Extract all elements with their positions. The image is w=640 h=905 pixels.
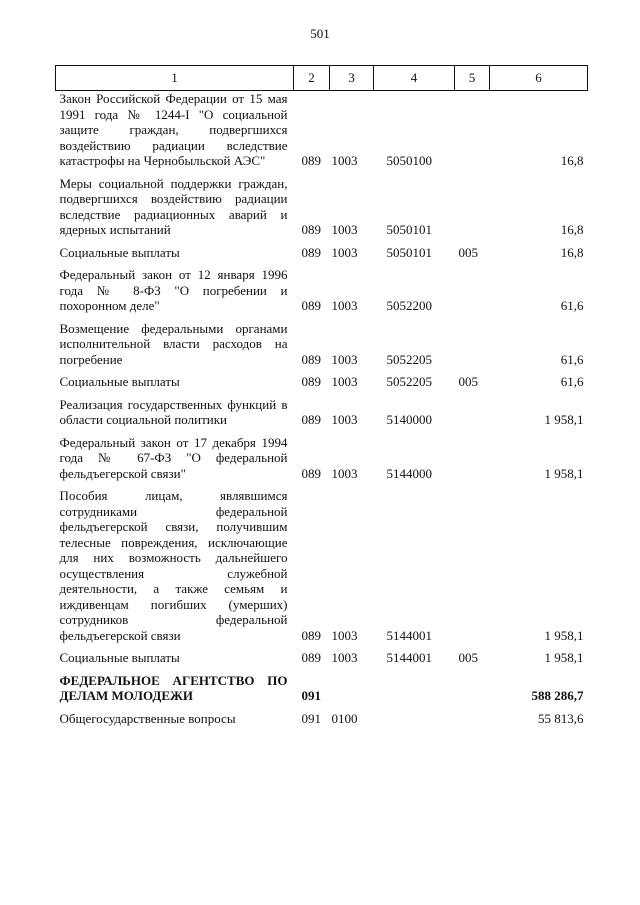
row-ministry-code: 089 xyxy=(301,465,321,481)
table-body xyxy=(56,91,588,734)
row-target-article-code: 5050100 xyxy=(386,153,432,168)
table-row xyxy=(56,321,588,375)
row-section-code xyxy=(330,673,374,711)
table-row xyxy=(56,374,588,397)
row-name: Возмещение федеральными органами исполнительной власти расходов на погребение xyxy=(59,320,288,367)
row-amount: 1 958,1 xyxy=(544,650,584,665)
row-section-code: 1003 xyxy=(331,412,358,427)
row-target-article-code: 5052205 xyxy=(386,351,432,367)
table-row xyxy=(56,91,588,176)
row-name: Реализация государственных функций в области социальной политики xyxy=(59,396,288,427)
row-name: Пособия лицам, являвшимся сотрудниками федеральной фельдъегерской связи, получившим телесные повреждения, исключающие для них возможность дальнейшего осуществления служебной деятельности, а также семьям и иждивенцам погибших (умерших) сотрудников федеральной фельдъегерской связи xyxy=(59,488,288,643)
row-section-code: 1003 xyxy=(331,222,358,237)
row-target-article-code: 5144001 xyxy=(386,627,432,643)
row-name: Общегосударственные вопросы xyxy=(59,710,236,726)
row-amount: 61,6 xyxy=(560,351,584,367)
row-expense-type-code xyxy=(455,673,490,711)
row-amount: 16,8 xyxy=(560,222,584,237)
table-row xyxy=(56,650,588,673)
row-section-code: 1003 xyxy=(331,351,358,367)
column-header-5: 5 xyxy=(455,66,490,91)
row-expense-type-code: 005 xyxy=(458,650,478,665)
table-row xyxy=(56,245,588,268)
table-row xyxy=(56,267,588,321)
row-amount: 1 958,1 xyxy=(544,465,584,481)
budget-table xyxy=(55,65,588,733)
row-target-article-code: 5140000 xyxy=(386,412,432,427)
row-expense-type-code xyxy=(455,321,490,375)
row-name: Социальные выплаты xyxy=(59,374,180,389)
row-name: Закон Российской Федерации от 15 мая 1991 года № 1244-I "О социальной защите граждан, подвергшихся воздействию радиации вследствие катастрофы на Чернобыльской АЭС" xyxy=(59,91,288,168)
table-row xyxy=(56,435,588,489)
row-expense-type-code: 005 xyxy=(458,374,478,389)
row-section-code: 1003 xyxy=(331,465,358,481)
row-amount: 16,8 xyxy=(560,244,584,260)
row-section-code: 1003 xyxy=(331,298,358,313)
table-header-row xyxy=(56,66,588,91)
row-target-article-code: 5144001 xyxy=(386,650,432,665)
row-expense-type-code xyxy=(455,488,490,650)
row-amount: 1 958,1 xyxy=(544,412,584,427)
row-amount: 1 958,1 xyxy=(544,627,584,643)
row-name: ФЕДЕРАЛЬНОЕ АГЕНТСТВО ПО ДЕЛАМ МОЛОДЕЖИ xyxy=(59,672,288,703)
row-amount: 588 286,7 xyxy=(531,688,584,703)
table-row xyxy=(56,397,588,435)
row-target-article-code: 5050101 xyxy=(386,244,432,260)
row-ministry-code: 089 xyxy=(301,374,321,389)
row-target-article-code: 5050101 xyxy=(386,222,432,237)
row-ministry-code: 089 xyxy=(301,298,321,313)
row-name: Меры социальной поддержки граждан, подвергшихся воздействию радиации вследствие радиационных аварий и ядерных испытаний xyxy=(59,175,288,237)
row-section-code: 1003 xyxy=(331,244,358,260)
row-name: Федеральный закон от 17 декабря 1994 года № 67-ФЗ "О федеральной фельдъегерской связи" xyxy=(59,434,288,481)
row-expense-type-code xyxy=(455,267,490,321)
row-target-article-code xyxy=(374,673,455,711)
row-target-article-code xyxy=(374,711,455,734)
row-name: Социальные выплаты xyxy=(59,244,180,260)
row-ministry-code: 089 xyxy=(301,153,321,168)
row-section-code: 1003 xyxy=(331,153,358,168)
row-ministry-code: 089 xyxy=(301,351,321,367)
row-section-code: 0100 xyxy=(331,710,358,726)
table-row xyxy=(56,488,588,650)
table-row xyxy=(56,176,588,245)
table-row xyxy=(56,673,588,711)
row-amount: 61,6 xyxy=(560,298,584,313)
row-expense-type-code xyxy=(455,176,490,245)
row-section-code: 1003 xyxy=(331,374,358,389)
row-target-article-code: 5052200 xyxy=(386,298,432,313)
row-expense-type-code xyxy=(455,711,490,734)
row-ministry-code: 089 xyxy=(301,222,321,237)
row-expense-type-code: 005 xyxy=(458,244,478,260)
row-ministry-code: 089 xyxy=(301,412,321,427)
column-header-1: 1 xyxy=(56,66,294,91)
column-header-6: 6 xyxy=(490,66,588,91)
table-row xyxy=(56,711,588,734)
row-ministry-code: 089 xyxy=(301,627,321,643)
row-ministry-code: 091 xyxy=(301,710,321,726)
column-header-3: 3 xyxy=(330,66,374,91)
row-section-code: 1003 xyxy=(331,627,358,643)
row-section-code: 1003 xyxy=(331,650,358,665)
row-expense-type-code xyxy=(455,397,490,435)
row-ministry-code: 089 xyxy=(301,650,321,665)
row-amount: 16,8 xyxy=(560,153,584,168)
column-header-4: 4 xyxy=(374,66,455,91)
row-amount: 61,6 xyxy=(560,374,584,389)
row-expense-type-code xyxy=(455,91,490,176)
page-number: 501 xyxy=(310,26,330,41)
row-amount: 55 813,6 xyxy=(538,710,584,726)
row-name: Федеральный закон от 12 января 1996 года № 8-ФЗ "О погребении и похоронном деле" xyxy=(59,267,288,313)
row-target-article-code: 5144000 xyxy=(386,465,432,481)
row-name: Социальные выплаты xyxy=(59,650,180,665)
row-target-article-code: 5052205 xyxy=(386,374,432,389)
row-expense-type-code xyxy=(455,435,490,489)
column-header-2: 2 xyxy=(294,66,330,91)
row-ministry-code: 091 xyxy=(301,688,321,703)
row-ministry-code: 089 xyxy=(301,244,321,260)
